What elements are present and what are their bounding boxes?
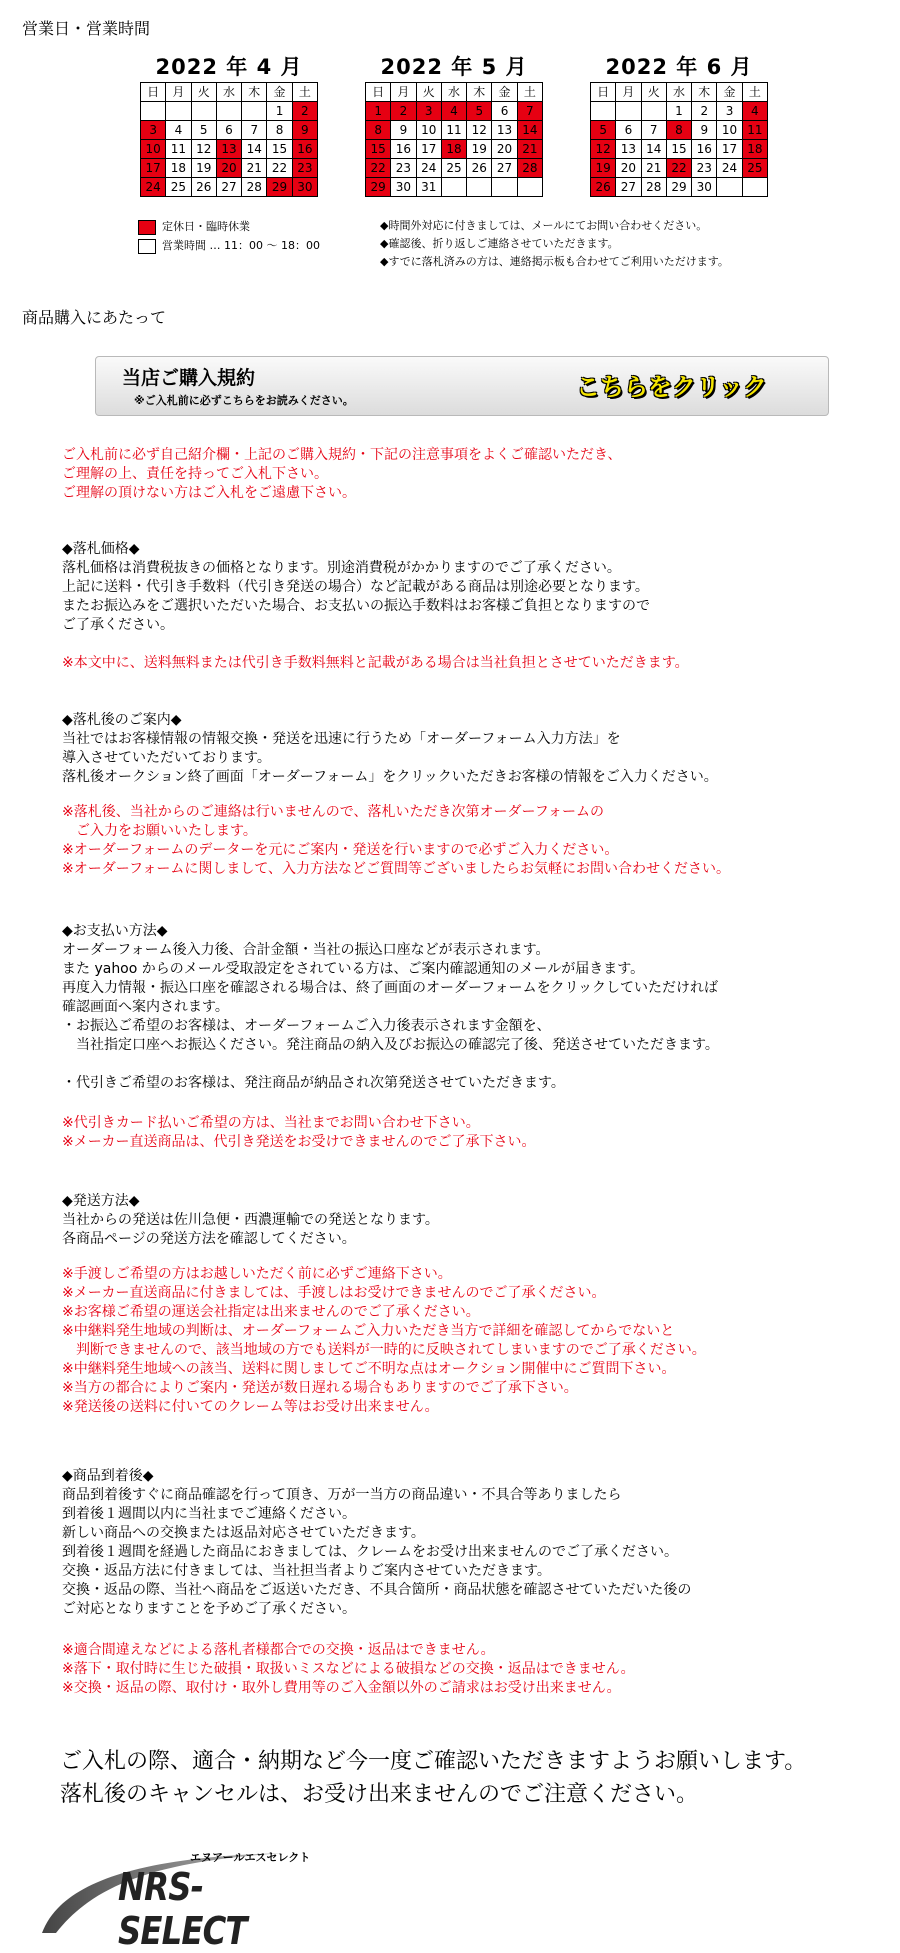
- calendar-day: [141, 102, 166, 121]
- section-heading: ◆落札後のご案内◆: [62, 712, 182, 728]
- weekday-header: 金: [267, 83, 292, 102]
- calendar-day: 11: [441, 121, 466, 140]
- calendar-day: [616, 102, 641, 121]
- calendar-day-holiday: 17: [141, 159, 166, 178]
- weekday-header: 火: [641, 83, 666, 102]
- calendar-day: 24: [717, 159, 742, 178]
- calendar-day-holiday: 8: [366, 121, 391, 140]
- weekday-header: 日: [141, 83, 166, 102]
- calendar-day: 28: [641, 178, 666, 197]
- banner-title: 当店ご購入規約: [122, 367, 256, 389]
- calendar-day-holiday: 25: [742, 159, 767, 178]
- calendar-day-holiday: 10: [141, 140, 166, 159]
- calendar-day: 9: [692, 121, 717, 140]
- calendar-june: [590, 52, 768, 197]
- calendar-day-holiday: 22: [366, 159, 391, 178]
- calendar-day-holiday: 3: [141, 121, 166, 140]
- calendar-grid: [590, 82, 768, 197]
- calendar-day-holiday: 11: [742, 121, 767, 140]
- note-line: ◆すでに落札済みの方は、連絡掲示板も合わせてご利用いただけます。: [380, 255, 729, 268]
- calendar-grid: [140, 82, 318, 197]
- section-body: 当社からの発送は佐川急便・西濃運輸での発送となります。 各商品ページの発送方法を確認してください。: [62, 1212, 439, 1247]
- section-note: ※手渡しご希望の方はお越しいただく前に必ずご連絡下さい。 ※メーカー直送商品に付きましては、手渡しはお受けできませんのでご了承ください。 ※お客様ご希望の運送会社指定は出来ませんのでご了承ください。 ※中継料発生地域の判断は、オーダーフォームご入力いただき当方で詳細を確認してからでないと 判断できませんので、該当地域の方でも送料が一時的に反映されてしまいますのでご了承ください。 ※中継料発生地域への該当、送料に関しましてご不明な点はオークション開催中にご質問下さい。 ※当方の都合によりご案内・発送が数日遅れる場合もありますのでご了承下さい。 ※発送後の送料に付いてのクレーム等はお受け出来ません。: [62, 1266, 706, 1415]
- calendar-day: 4: [166, 121, 191, 140]
- calendar-day: [742, 178, 767, 197]
- calendar-day: 21: [242, 159, 267, 178]
- calendar-day: 26: [467, 159, 492, 178]
- weekday-header: 火: [191, 83, 216, 102]
- banner-subtitle: ※ご入札前に必ずこちらをお読みください。: [134, 394, 354, 407]
- section-heading: ◆発送方法◆: [62, 1193, 140, 1209]
- calendar-day-holiday: 21: [517, 140, 542, 159]
- calendar-day-holiday: 2: [292, 102, 317, 121]
- calendar-day-holiday: 23: [292, 159, 317, 178]
- calendar-day: 16: [391, 140, 416, 159]
- calendar-day: [492, 178, 517, 197]
- calendar-day: 14: [641, 140, 666, 159]
- calendar-day-holiday: 15: [366, 140, 391, 159]
- weekday-header: 金: [492, 83, 517, 102]
- calendar-day: 27: [492, 159, 517, 178]
- calendar-day: 6: [492, 102, 517, 121]
- calendar-day: [467, 178, 492, 197]
- calendar-day-holiday: 29: [267, 178, 292, 197]
- weekday-header: 水: [441, 83, 466, 102]
- legend-holiday-label: 定休日・臨時休業: [162, 220, 250, 233]
- calendar-day-holiday: 28: [517, 159, 542, 178]
- weekday-header: 木: [692, 83, 717, 102]
- calendar-day-holiday: 20: [216, 159, 241, 178]
- click-here-button[interactable]: こちらをクリック: [576, 373, 768, 401]
- logo-kana: エヌアールエスセレクト: [190, 1851, 311, 1864]
- calendar-day: 22: [267, 159, 292, 178]
- calendar-day: [242, 102, 267, 121]
- weekday-header: 木: [242, 83, 267, 102]
- section-note: ※代引きカード払いご希望の方は、当社までお問い合わせ下さい。 ※メーカー直送商品は、代引き発送をお受けできませんのでご了承下さい。: [62, 1115, 536, 1150]
- calendar-day-holiday: 5: [467, 102, 492, 121]
- calendar-day: 30: [391, 178, 416, 197]
- calendar-day: 21: [641, 159, 666, 178]
- calendar-day-holiday: 24: [141, 178, 166, 197]
- calendar-day: 17: [416, 140, 441, 159]
- section-note: ※本文中に、送料無料または代引き手数料無料と記載がある場合は当社負担とさせていただきます。: [62, 655, 689, 671]
- weekday-header: 月: [616, 83, 641, 102]
- calendar-day: 11: [166, 140, 191, 159]
- weekday-header: 月: [391, 83, 416, 102]
- calendar-day: 1: [267, 102, 292, 121]
- weekday-header: 金: [717, 83, 742, 102]
- note-line: ◆時間外対応に付きましては、メールにてお問い合わせください。: [380, 219, 708, 232]
- calendar-day: 10: [416, 121, 441, 140]
- calendar-day: 25: [166, 178, 191, 197]
- weekday-header: 火: [416, 83, 441, 102]
- calendar-day: 13: [616, 140, 641, 159]
- calendar-day: 13: [492, 121, 517, 140]
- calendar-day: 12: [191, 140, 216, 159]
- calendar-day: 19: [467, 140, 492, 159]
- calendar-day: 9: [391, 121, 416, 140]
- calendar-day-holiday: 16: [292, 140, 317, 159]
- weekday-header: 土: [517, 83, 542, 102]
- calendar-day-holiday: 14: [517, 121, 542, 140]
- calendar-day-holiday: 8: [666, 121, 691, 140]
- calendar-day-holiday: 4: [441, 102, 466, 121]
- calendar-day-holiday: 26: [591, 178, 616, 197]
- calendar-day: 16: [692, 140, 717, 159]
- section-note: ※落札後、当社からのご連絡は行いませんので、落札いただき次第オーダーフォームの ご入力をお願いいたします。 ※オーダーフォームのデーターを元にご案内・発送を行いますので必ずご入力ください。 ※オーダーフォームに関しまして、入力方法などご質問等ございましたらお気軽にお問い合わせください。: [62, 804, 731, 877]
- calendar-day: 17: [717, 140, 742, 159]
- calendar-day: [166, 102, 191, 121]
- calendar-day: 19: [191, 159, 216, 178]
- calendar-day: 6: [616, 121, 641, 140]
- hours-swatch: [138, 239, 156, 254]
- calendar-day: 30: [692, 178, 717, 197]
- calendar-day: 7: [242, 121, 267, 140]
- calendar-day: 20: [492, 140, 517, 159]
- legend-holiday: [138, 218, 250, 235]
- purchase-terms-banner[interactable]: [95, 356, 829, 416]
- weekday-header: 日: [366, 83, 391, 102]
- calendar-day: 7: [641, 121, 666, 140]
- section-body: 当社ではお客様情報の情報交換・発送を迅速に行うため「オーダーフォーム入力方法」を 導入させていただいております。 落札後オークション終了画面「オーダーフォーム」をクリックいただきお客様の情報をご入力ください。: [62, 731, 718, 785]
- calendar-day: 23: [692, 159, 717, 178]
- weekday-header: 木: [467, 83, 492, 102]
- weekday-header: 水: [216, 83, 241, 102]
- calendar-day-holiday: 29: [366, 178, 391, 197]
- calendar-april: [140, 52, 318, 197]
- calendar-day: 25: [441, 159, 466, 178]
- calendar-day: 3: [717, 102, 742, 121]
- calendar-day: 10: [717, 121, 742, 140]
- weekday-header: 月: [166, 83, 191, 102]
- weekday-header: 土: [292, 83, 317, 102]
- calendar-day-holiday: 4: [742, 102, 767, 121]
- logo-name: NRS-SELECT: [118, 1865, 247, 1953]
- calendar-day: 26: [191, 178, 216, 197]
- calendar-day: [216, 102, 241, 121]
- calendar-title: 2022 年 5 月: [380, 55, 528, 79]
- weekday-header: 土: [742, 83, 767, 102]
- calendar-day: 8: [267, 121, 292, 140]
- legend-hours: [138, 237, 320, 254]
- calendar-title: 2022 年 4 月: [155, 55, 303, 79]
- calendar-day: 15: [666, 140, 691, 159]
- weekday-header: 日: [591, 83, 616, 102]
- calendar-day: 20: [616, 159, 641, 178]
- calendar-day: 27: [616, 178, 641, 197]
- section-body: 落札価格は消費税抜きの価格となります。別途消費税がかかりますのでご了承ください。 上記に送料・代引き手数料（代引き発送の場合）など記載がある商品は別途必要となります。 またお振込みをご選択いただいた場合、お支払いの振込手数料はお客様ご負担となりますので ご了承ください。: [62, 560, 650, 633]
- calendar-day-holiday: 19: [591, 159, 616, 178]
- calendar-day: [641, 102, 666, 121]
- note-line: ◆確認後、折り返しご連絡させていただきます。: [380, 237, 619, 250]
- page-title: 営業日・営業時間: [22, 19, 151, 38]
- nrs-select-logo: [40, 1835, 360, 1953]
- calendar-day: [517, 178, 542, 197]
- closing-message: ご入札の際、適合・納期など今一度ご確認いただきますようお願いします。 落札後のキャンセルは、お受け出来ませんのでご注意ください。: [60, 1749, 807, 1807]
- purchase-heading: 商品購入にあたって: [22, 308, 167, 327]
- weekday-header: 水: [666, 83, 691, 102]
- calendar-day-holiday: 9: [292, 121, 317, 140]
- calendar-day: 24: [416, 159, 441, 178]
- calendar-day: 6: [216, 121, 241, 140]
- section-note: ※適合間違えなどによる落札者様都合での交換・返品はできません。 ※落下・取付時に生じた破損・取扱いミスなどによる破損などの交換・返品はできません。 ※交換・返品の際、取付け・取外し費用等のご入金額以外のご請求はお受け出来ません。: [62, 1642, 635, 1696]
- section-body: 商品到着後すぐに商品確認を行って頂き、万が一当方の商品違い・不具合等ありましたら 到着後１週間以内に当社までご連絡ください。 新しい商品への交換または返品対応させていただきます。 到着後１週間を経過した商品におきましては、クレームをお受け出来ませんのでご了承ください。 交換・返品方法に付きましては、当社担当者よりご案内させていただきます。 交換・返品の際、当社へ商品をご返送いただき、不具合箇所・商品状態を確認させていただいた後の ご対応となりますことを予めご了承ください。: [62, 1487, 692, 1617]
- calendar-day: 23: [391, 159, 416, 178]
- calendar-day: 31: [416, 178, 441, 197]
- calendar-notes: [380, 217, 729, 271]
- section-heading: ◆落札価格◆: [62, 541, 140, 557]
- calendar-day: [191, 102, 216, 121]
- calendar-day-holiday: 18: [742, 140, 767, 159]
- calendar-day: 14: [242, 140, 267, 159]
- calendar-day-holiday: 22: [666, 159, 691, 178]
- calendar-may: [365, 52, 543, 197]
- calendar-day-holiday: 12: [591, 140, 616, 159]
- calendar-day-holiday: 13: [216, 140, 241, 159]
- section-heading: ◆お支払い方法◆: [62, 923, 168, 939]
- holiday-swatch: [138, 220, 156, 235]
- calendar-day: [441, 178, 466, 197]
- calendar-day: 2: [692, 102, 717, 121]
- calendar-day: 1: [666, 102, 691, 121]
- legend-hours-label: 営業時間 … 11：00 〜 18：00: [162, 239, 320, 252]
- calendar-day: 15: [267, 140, 292, 159]
- section-heading: ◆商品到着後◆: [62, 1468, 154, 1484]
- section-body: オーダーフォーム後入力後、合計金額・当社の振込口座などが表示されます。 また yahoo からのメール受取設定をされている方は、ご案内確認通知のメールが届きます。 再度入力情報・振込口座を確認される場合は、終了画面のオーダーフォームをクリックしていただければ 確認画面へ案内されます。 ・お振込ご希望のお客様は、オーダーフォームご入力後表示されます金額を、 当社指定口座へお振込ください。発注商品の納入及びお振込の確認完了後、発送させていただきます。 ・代引きご希望のお客様は、発注商品が納品され次第発送させていただきます。: [62, 942, 719, 1091]
- calendar-day-holiday: 5: [591, 121, 616, 140]
- calendar-day: 18: [166, 159, 191, 178]
- calendar-day-holiday: 3: [416, 102, 441, 121]
- calendar-day-holiday: 18: [441, 140, 466, 159]
- calendar-title: 2022 年 6 月: [605, 55, 753, 79]
- calendar-grid: [365, 82, 543, 197]
- calendar-day-holiday: 30: [292, 178, 317, 197]
- calendar-day: [591, 102, 616, 121]
- calendar-day: 5: [191, 121, 216, 140]
- calendar-day-holiday: 7: [517, 102, 542, 121]
- calendar-day-holiday: 1: [366, 102, 391, 121]
- calendar-day: [717, 178, 742, 197]
- calendar-day: 28: [242, 178, 267, 197]
- intro-notice: ご入札前に必ず自己紹介欄・上記のご購入規約・下記の注意事項をよくご確認いただき、 ご理解の上、責任を持ってご入札下さい。 ご理解の頂けない方はご入札をご遠慮下さい。: [62, 447, 622, 501]
- calendar-day-holiday: 2: [391, 102, 416, 121]
- calendar-day: 29: [666, 178, 691, 197]
- calendar-day: 12: [467, 121, 492, 140]
- calendar-day: 27: [216, 178, 241, 197]
